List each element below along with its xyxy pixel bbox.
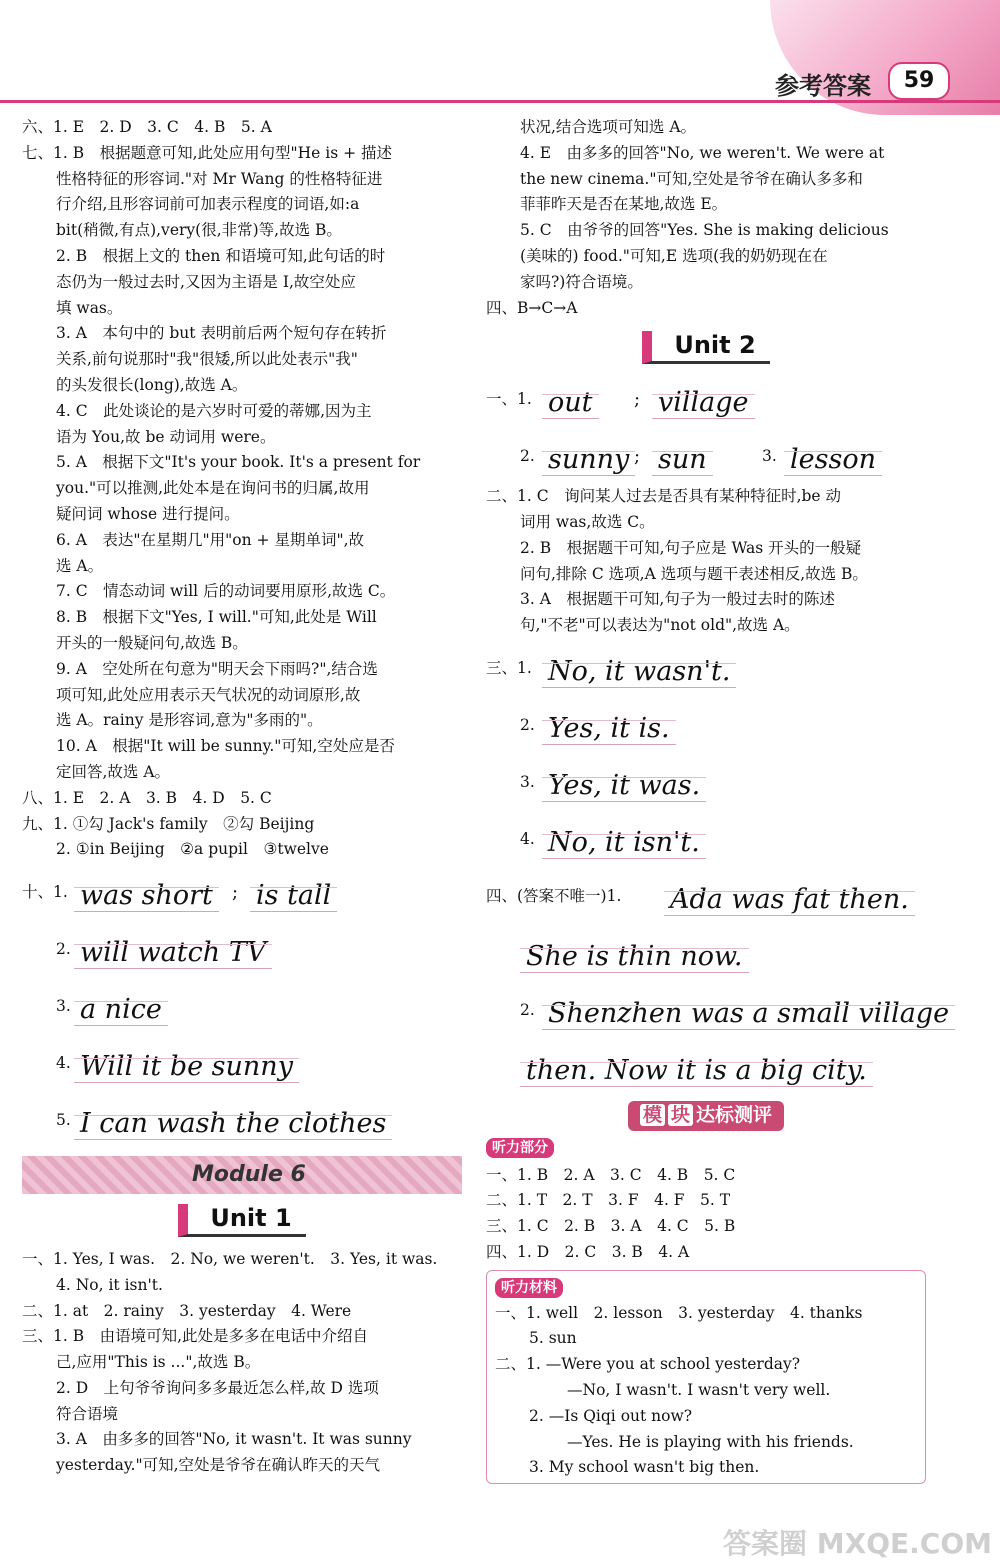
module-banner xyxy=(22,1156,462,1194)
handwriting-row xyxy=(22,1034,462,1091)
handwriting-row xyxy=(486,924,926,981)
listening-material-tag: 听力材料 xyxy=(495,1278,563,1298)
item-label: 4. xyxy=(56,1054,71,1073)
answer-line: 9. A 空处所在句意为"明天会下雨吗?",结合选 xyxy=(56,659,378,678)
handwritten-answer: lesson xyxy=(784,447,882,476)
answer-line: 问句,排除 C 选项,A 选项与题干表述相反,故选 B。 xyxy=(520,564,868,583)
answer-line: 九、1. ①勾 Jack's family ②勾 Beijing xyxy=(22,814,315,833)
handwritten-answer: sunny xyxy=(542,447,635,476)
listening-material-box xyxy=(486,1270,926,1484)
answer-line: 3. A 由多多的回答"No, it wasn't. It was sunny xyxy=(56,1430,412,1449)
handwriting-row xyxy=(22,863,462,920)
answer-line: 6. A 表达"在星期几"用"on + 星期单词",故 xyxy=(56,530,365,549)
handwritten-answer: Ada was fat then. xyxy=(664,887,915,916)
answer-line: 二、1. C 询问某人过去是否具有某种特征时,be 动 xyxy=(486,487,842,506)
page-number: 59 xyxy=(888,62,950,100)
answer-line: 家吗?)符合语境。 xyxy=(520,272,643,291)
handwriting-row xyxy=(486,981,950,1038)
answer-line: 行介绍,且形容词前可加表示程度的词语,如:a xyxy=(56,195,360,214)
test-banner-text: 达标测评 xyxy=(696,1103,773,1126)
answer-line: 一、1. B 2. A 3. C 4. B 5. C xyxy=(486,1165,736,1184)
handwritten-answer: then. Now it is a big city. xyxy=(520,1058,873,1087)
answer-line: 句,"不老"可以表达为"not old",故选 A。 xyxy=(520,616,800,635)
handwriting-row xyxy=(22,920,462,977)
item-label: 5. xyxy=(56,1111,71,1130)
section-one-handwriting xyxy=(486,370,926,484)
item-label: 3. xyxy=(520,773,535,792)
answer-line: 六、1. E 2. D 3. C 4. B 5. A xyxy=(22,118,272,136)
answer-line: 一、1. Yes, I was. 2. No, we weren't. 3. Yes, it was. xyxy=(22,1249,438,1268)
handwritten-answer: is tall xyxy=(250,883,337,912)
right-answers-mid xyxy=(486,484,926,639)
handwritten-answer: Yes, it is. xyxy=(542,716,676,745)
answer-line: 2. B 根据题干可知,句子应是 Was 开头的一般疑 xyxy=(520,538,862,557)
handwritten-answer: out xyxy=(542,390,599,419)
listening-answers xyxy=(486,1163,926,1266)
answer-line: 2. ①in Beijing ②a pupil ③twelve xyxy=(56,840,329,859)
item-label: 十、1. xyxy=(22,883,68,902)
answer-line: 3. A 根据题干可知,句子为一般过去时的陈述 xyxy=(520,590,835,609)
left-column xyxy=(22,115,462,1479)
answer-line: 己,应用"This is ...",故选 B。 xyxy=(56,1353,261,1372)
module-title: Module 6 xyxy=(192,1162,306,1188)
handwriting-row xyxy=(22,1091,462,1148)
handwritten-answer: Yes, it was. xyxy=(542,773,706,802)
material-line: 3. My school wasn't big then. xyxy=(529,1458,760,1477)
handwritten-answer: Will it be sunny xyxy=(74,1054,299,1083)
left-answers-bottom xyxy=(22,1247,462,1479)
right-answers-top xyxy=(486,115,926,321)
answer-line: 4. C 此处谈论的是六岁时可爱的蒂娜,因为主 xyxy=(56,401,372,420)
answer-line: 5. A 根据下文"It's your book. It's a present for xyxy=(56,453,421,472)
answer-line: 4. E 由多多的回答"No, we weren't. We were at xyxy=(520,143,885,162)
answer-line: 七、1. B 根据题意可知,此处应用句型"He is + 描述 xyxy=(22,143,393,162)
item-label: 三、1. xyxy=(486,659,532,678)
material-line: 5. sun xyxy=(529,1329,577,1348)
separator: ; xyxy=(634,389,641,411)
answer-line: 词用 was,故选 C。 xyxy=(520,512,655,531)
material-line: 二、1. —Were you at school yesterday? xyxy=(495,1355,801,1374)
answer-line: 疑问词 whose 进行提问。 xyxy=(56,504,240,523)
handwriting-row xyxy=(486,370,926,427)
listening-tag: 听力部分 xyxy=(486,1138,554,1158)
handwriting-row xyxy=(486,1038,926,1095)
handwriting-row xyxy=(486,810,926,867)
separator: ; xyxy=(634,446,641,468)
item-label: 2. xyxy=(520,1001,535,1020)
watermark: 答案圈 MXQE.COM xyxy=(723,1527,992,1560)
test-banner-label xyxy=(628,1101,784,1131)
answer-line: 菲菲昨天是否在某地,故选 E。 xyxy=(520,195,728,214)
item-label: 3. xyxy=(762,447,777,466)
handwritten-answer: No, it wasn't. xyxy=(542,659,736,688)
answer-line: bit(稍微,有点),very(很,非常)等,故选 B。 xyxy=(56,221,342,240)
answer-line: 三、1. C 2. B 3. A 4. C 5. B xyxy=(486,1217,736,1236)
right-column xyxy=(486,115,950,1484)
item-label: 2. xyxy=(520,447,535,466)
unit-heading xyxy=(486,331,926,364)
answer-line: 四、1. D 2. C 3. B 4. A xyxy=(486,1242,690,1261)
separator: ; xyxy=(232,882,239,904)
unit-title: Unit 1 xyxy=(178,1204,305,1237)
item-label: 一、1. xyxy=(486,390,532,409)
answer-line: 定回答,故选 A。 xyxy=(56,762,171,781)
answer-line: 语为 You,故 be 动词用 were。 xyxy=(56,427,276,446)
answer-line: (美味的) food."可知,E 选项(我的奶奶现在在 xyxy=(520,246,828,265)
handwritten-answer: I can wash the clothes xyxy=(74,1111,392,1140)
item-label: 3. xyxy=(56,997,71,1016)
section-ten-handwriting xyxy=(22,863,462,1148)
test-banner-char: 模 xyxy=(640,1104,665,1126)
answer-line: 4. No, it isn't. xyxy=(56,1275,163,1294)
answer-line: 符合语境 xyxy=(56,1404,119,1423)
answer-line: 二、1. T 2. T 3. F 4. F 5. T xyxy=(486,1191,731,1210)
handwritten-answer: will watch TV xyxy=(74,940,272,969)
answer-line: 三、1. B 由语境可知,此处是多多在电话中介绍自 xyxy=(22,1327,369,1346)
handwriting-row xyxy=(486,696,926,753)
test-banner-char: 块 xyxy=(668,1104,693,1126)
answer-line: 项可知,此处应用表示天气状况的动词原形,故 xyxy=(56,685,361,704)
listening-tag-row xyxy=(486,1135,926,1161)
answer-line: the new cinema."可知,空处是爷爷在确认多多和 xyxy=(520,169,863,188)
test-banner xyxy=(486,1101,926,1131)
answer-line: 关系,前句说那时"我"很矮,所以此处表示"我" xyxy=(56,350,358,369)
material-line: 2. —Is Qiqi out now? xyxy=(529,1406,693,1425)
handwritten-answer: She is thin now. xyxy=(520,944,749,973)
answer-line: 选 A。rainy 是形容词,意为"多雨的"。 xyxy=(56,711,323,730)
left-answers-top xyxy=(22,115,462,863)
section-three-handwriting xyxy=(486,639,926,867)
answer-line: 2. B 根据上文的 then 和语境可知,此句话的时 xyxy=(56,246,386,265)
handwritten-answer: sun xyxy=(652,447,713,476)
item-label: 2. xyxy=(520,716,535,735)
material-line: —No, I wasn't. I wasn't very well. xyxy=(567,1380,831,1399)
section-four-handwriting xyxy=(486,867,950,1095)
answer-line: 2. D 上句爷爷询问多多最近怎么样,故 D 选项 xyxy=(56,1378,379,1397)
material-line: —Yes. He is playing with his friends. xyxy=(567,1432,854,1451)
handwriting-row xyxy=(486,639,926,696)
answer-line: 二、1. at 2. rainy 3. yesterday 4. Were xyxy=(22,1301,352,1320)
answer-line: 7. C 情态动词 will 后的动词要用原形,故选 C。 xyxy=(56,582,396,601)
answer-line: 四、B→C→A xyxy=(486,298,578,317)
handwritten-answer: was short xyxy=(74,883,219,912)
handwriting-row xyxy=(486,753,926,810)
answer-line: 10. A 根据"It will be sunny."可知,空处应是否 xyxy=(56,737,395,756)
handwritten-answer: No, it isn't. xyxy=(542,830,706,859)
answer-line: 状况,结合选项可知选 A。 xyxy=(520,118,697,136)
answer-line: 选 A。 xyxy=(56,556,104,575)
handwritten-answer: village xyxy=(652,390,755,419)
material-line: 一、1. well 2. lesson 3. yesterday 4. thanks xyxy=(495,1303,863,1322)
answer-line: 3. A 本句中的 but 表明前后两个短句存在转折 xyxy=(56,324,387,343)
answer-line: yesterday."可知,空处是爷爷在确认昨天的天气 xyxy=(56,1456,381,1475)
handwriting-row xyxy=(486,427,926,484)
item-label: 4. xyxy=(520,830,535,849)
handwriting-row xyxy=(22,977,462,1034)
answer-line: 八、1. E 2. A 3. B 4. D 5. C xyxy=(22,788,272,807)
answer-line: you."可以推测,此处本是在询问书的归属,故用 xyxy=(56,479,370,498)
item-label: 四、(答案不唯一)1. xyxy=(486,887,622,906)
item-label: 2. xyxy=(56,940,71,959)
answer-line: 开头的一般疑问句,故选 B。 xyxy=(56,633,248,652)
unit-title: Unit 2 xyxy=(642,331,769,364)
answer-line: 5. C 由爷爷的回答"Yes. She is making delicious xyxy=(520,221,889,240)
handwritten-answer: Shenzhen was a small village xyxy=(542,1001,955,1030)
handwritten-answer: a nice xyxy=(74,997,168,1026)
answer-line: 性格特征的形容词."对 Mr Wang 的性格特征进 xyxy=(56,169,383,188)
answer-line: 填 was。 xyxy=(56,298,123,317)
page-title: 参考答案 xyxy=(775,72,871,100)
answer-line: 的头发很长(long),故选 A。 xyxy=(56,375,248,394)
unit-heading xyxy=(22,1204,462,1237)
answer-line: 态仍为一般过去时,又因为主语是 I,故空处应 xyxy=(56,272,356,291)
handwriting-row xyxy=(486,867,926,924)
answer-line: 8. B 根据下文"Yes, I will."可知,此处是 Will xyxy=(56,608,377,627)
